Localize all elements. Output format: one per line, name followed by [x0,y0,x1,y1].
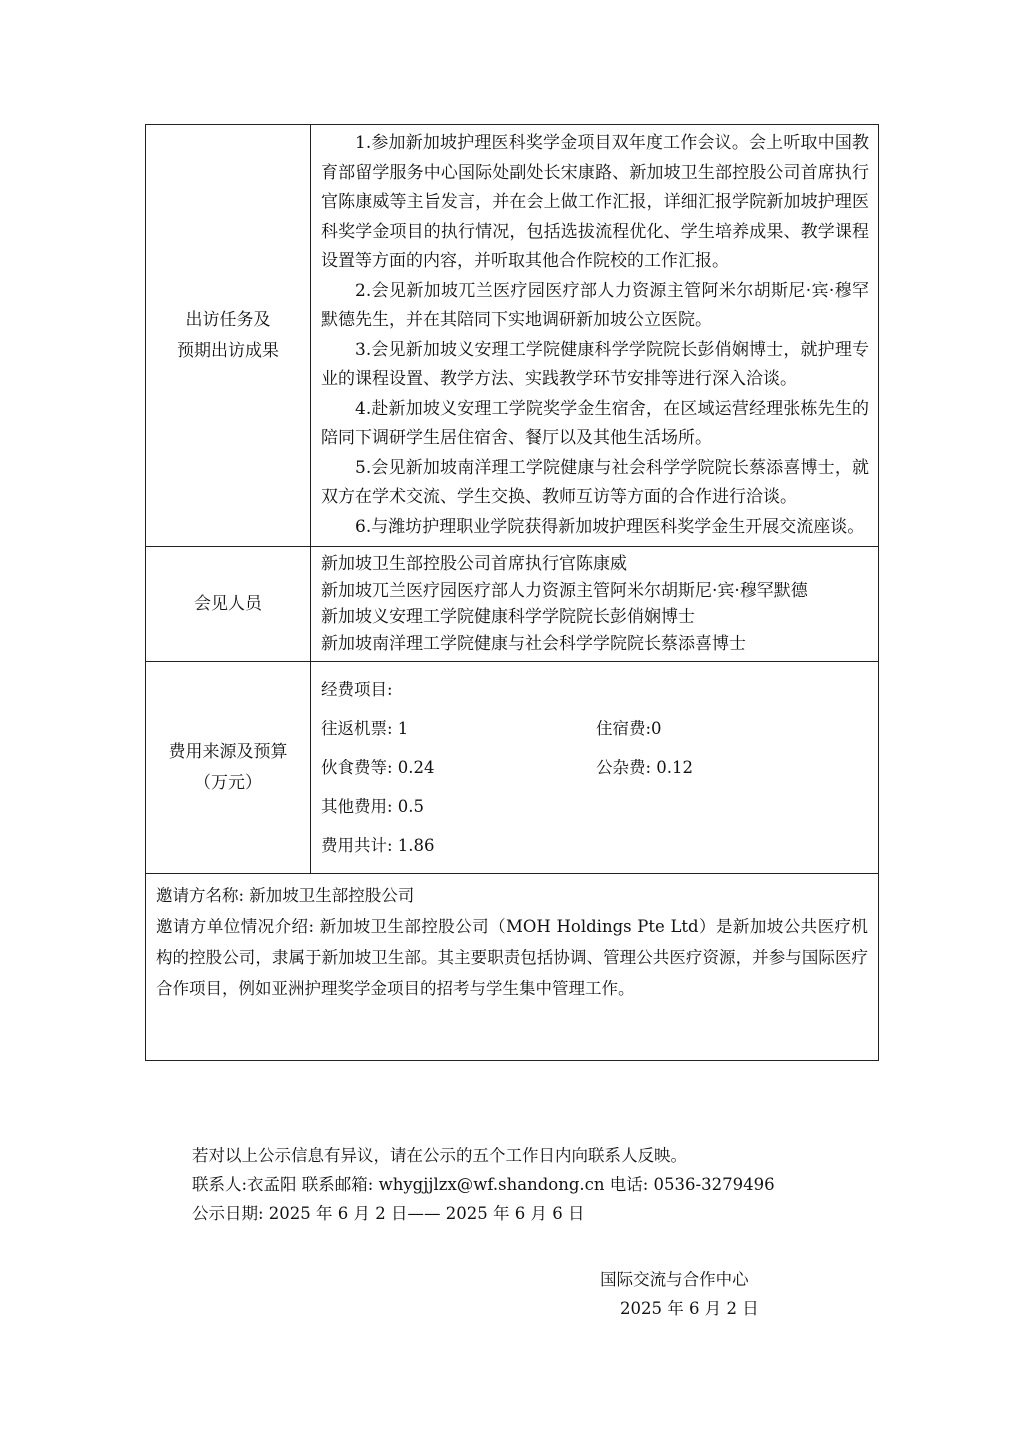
task-item: 6.与潍坊护理职业学院获得新加坡护理医科奖学金生开展交流座谈。 [355,516,865,537]
objection-notice: 若对以上公示信息有异议，请在公示的五个工作日内向联系人反映。 [192,1146,687,1165]
disclosure-table [145,124,879,1061]
budget-lodging: 住宿费:0 [596,719,662,738]
task-item: 4.赴新加坡义安理工学院奖学金生宿舍，在区域运营经理张栋先生的陪同下调研学生居住宿舍、餐厅以及其他生活场所。 [321,398,869,448]
budget-row [146,662,879,874]
invite-intro: 邀请方单位情况介绍: 新加坡卫生部控股公司（MOH Holdings Pte Ltd）是新加坡公共医疗机构的控股公司，隶属于新加坡卫生部。其主要职责包括协调、管理公共医疗资源，并参与国际医疗合作项目，例如亚洲护理奖学金项目的招考与学生集中管理工作。 [156,917,868,998]
budget-airfare: 往返机票: 1 [321,719,409,738]
person-line: 新加坡卫生部控股公司首席执行官陈康威 [321,554,627,574]
budget-label [146,662,311,874]
person-line: 新加坡兀兰医疗园医疗部人力资源主管阿米尔胡斯尼·宾·穆罕默德 [321,580,808,601]
budget-other: 其他费用: 0.5 [321,797,425,816]
tasks-label-line2: 预期出访成果 [177,340,279,361]
budget-label-line1: 费用来源及预算 [168,741,288,762]
tasks-row [146,125,879,547]
people-row [146,547,879,662]
disclosure-period: 公示日期: 2025 年 6 月 2 日—— 2025 年 6 月 6 日 [192,1204,585,1223]
invite-row [146,874,879,1061]
budget-content [311,662,879,874]
budget-heading: 经费项目: [321,680,393,699]
contact-info: 联系人:衣孟阳 联系邮箱: whygjjlzx@wf.shandong.cn 电话: 0536-3279496 [192,1175,775,1194]
people-content [311,547,879,662]
invite-name: 邀请方名称: 新加坡卫生部控股公司 [156,886,415,905]
tasks-label-line1: 出访任务及 [185,309,271,330]
budget-total: 费用共计: 1.86 [321,836,435,855]
footer [192,1141,775,1228]
people-label: 会见人员 [146,547,311,662]
tasks-content [311,125,879,547]
task-item: 5.会见新加坡南洋理工学院健康与社会科学学院院长蔡添喜博士，就双方在学术交流、学生交换、教师互访等方面的合作进行洽谈。 [321,457,869,507]
person-line: 新加坡义安理工学院健康科学学院院长彭俏娴博士 [321,607,695,627]
invite-content [146,874,879,1061]
task-item: 2.会见新加坡兀兰医疗园医疗部人力资源主管阿米尔胡斯尼·宾·穆罕默德先生，并在其陪同下实地调研新加坡公立医院。 [321,280,869,330]
budget-label-line2: （万元） [194,772,262,793]
budget-meals: 伙食费等: 0.24 [321,758,435,777]
task-item: 3.会见新加坡义安理工学院健康科学学院院长彭俏娴博士，就护理专业的课程设置、教学方法、实践教学环节安排等进行深入洽谈。 [321,339,869,389]
signature-block [590,1265,759,1323]
task-item: 1.参加新加坡护理医科奖学金项目双年度工作会议。会上听取中国教育部留学服务中心国际处副处长宋康路、新加坡卫生部控股公司首席执行官陈康威等主旨发言，并在会上做工作汇报，详细汇报学院新加坡护理医科奖学金项目的执行情况，包括选拔流程优化、学生培养成果、教学课程设置等方面的内容，并听取其他合作院校的工作汇报。 [321,133,869,271]
signature-date: 2025 年 6 月 2 日 [620,1299,759,1318]
budget-misc: 公杂费: 0.12 [596,758,694,777]
tasks-label [146,125,311,547]
signature-org: 国际交流与合作中心 [600,1270,749,1289]
person-line: 新加坡南洋理工学院健康与社会科学学院院长蔡添喜博士 [321,633,746,654]
